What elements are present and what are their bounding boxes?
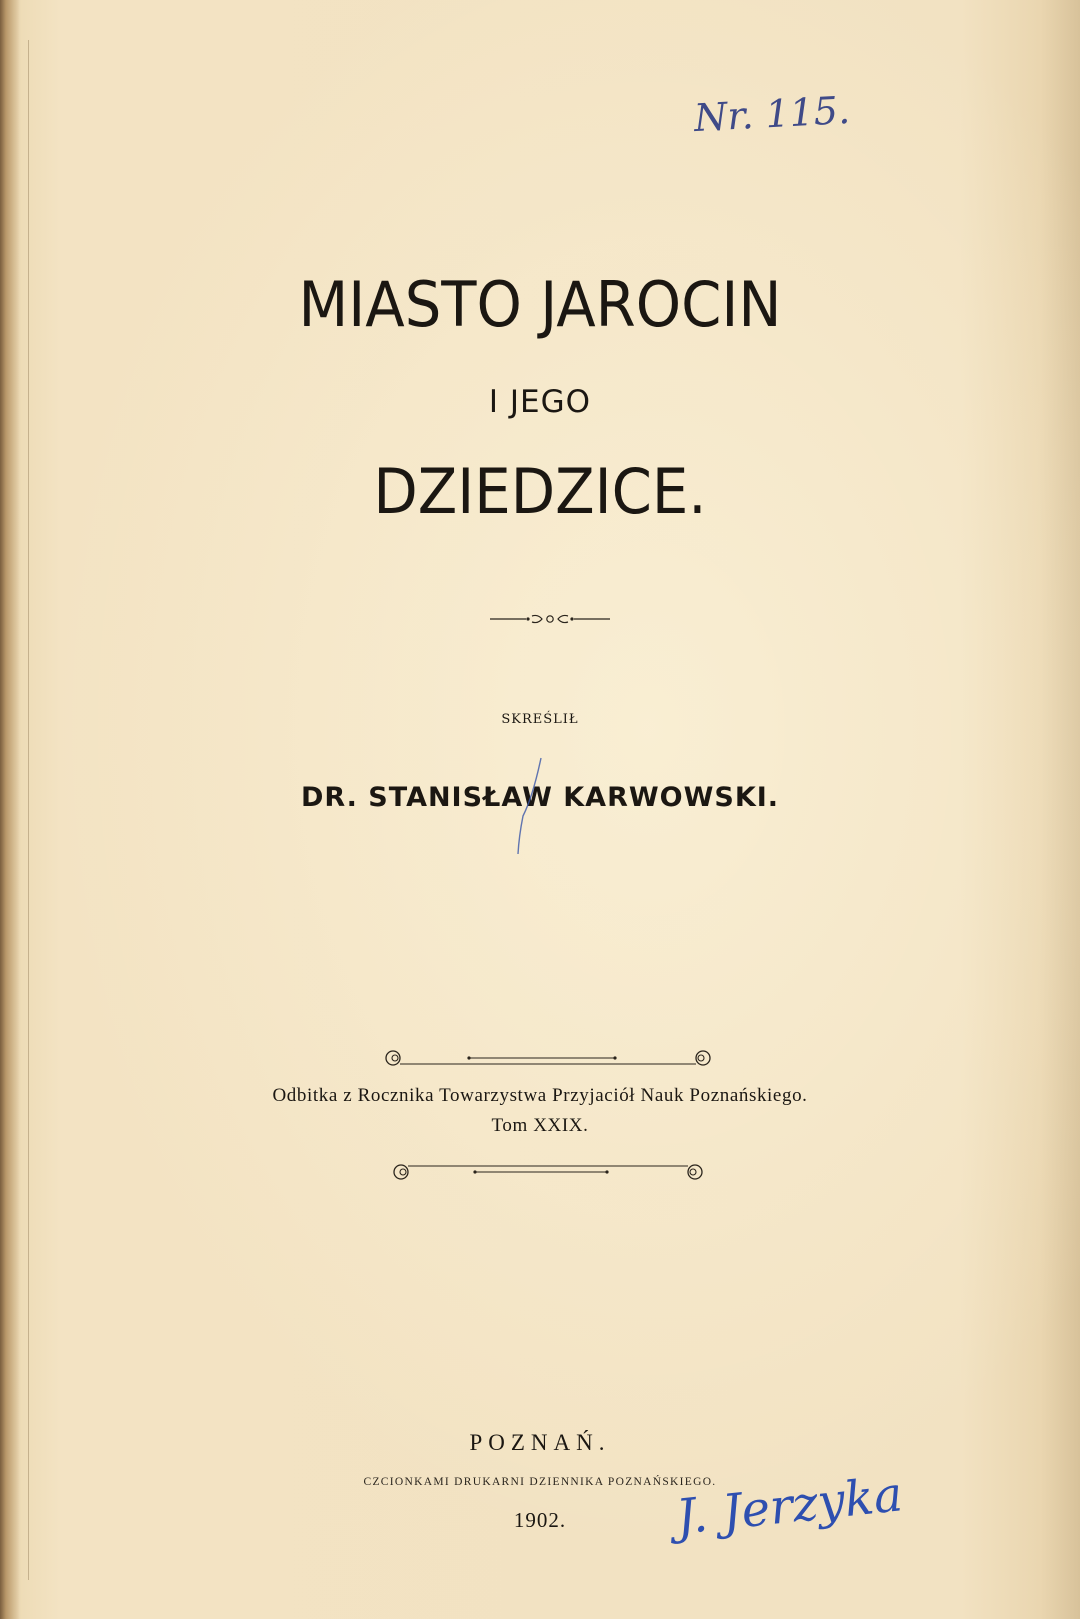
- byline-label: SKREŚLIŁ: [501, 712, 579, 727]
- title-line-2: I JEGO: [488, 384, 592, 420]
- printer-imprint: CZCIONKAMI DRUKARNI DZIENNIKA POZNAŃSKIEGO.: [363, 1476, 717, 1488]
- publication-year: 1902.: [513, 1508, 567, 1532]
- title-ornament-icon: [490, 612, 610, 626]
- publication-city: POZNAŃ.: [469, 1430, 611, 1455]
- volume-number: Tom XXIX.: [491, 1115, 589, 1136]
- title-line-3: DZIEDZICE.: [373, 455, 707, 528]
- pen-mark-icon: [515, 756, 545, 856]
- handwritten-owner-signature: J. Jerzyka: [673, 1466, 906, 1546]
- handwritten-catalog-number: Nr. 115.: [692, 87, 852, 141]
- title-line-1: MIASTO JAROCIN: [298, 268, 782, 341]
- lower-frame-ornament-icon: [383, 1159, 713, 1185]
- author-name: DR. STANISŁAW KARWOWSKI.: [300, 782, 780, 813]
- offprint-note: Odbitka z Rocznika Towarzystwa Przyjaciół Nauk Poznańskiego.: [272, 1085, 808, 1106]
- upper-frame-ornament-icon: [383, 1045, 713, 1071]
